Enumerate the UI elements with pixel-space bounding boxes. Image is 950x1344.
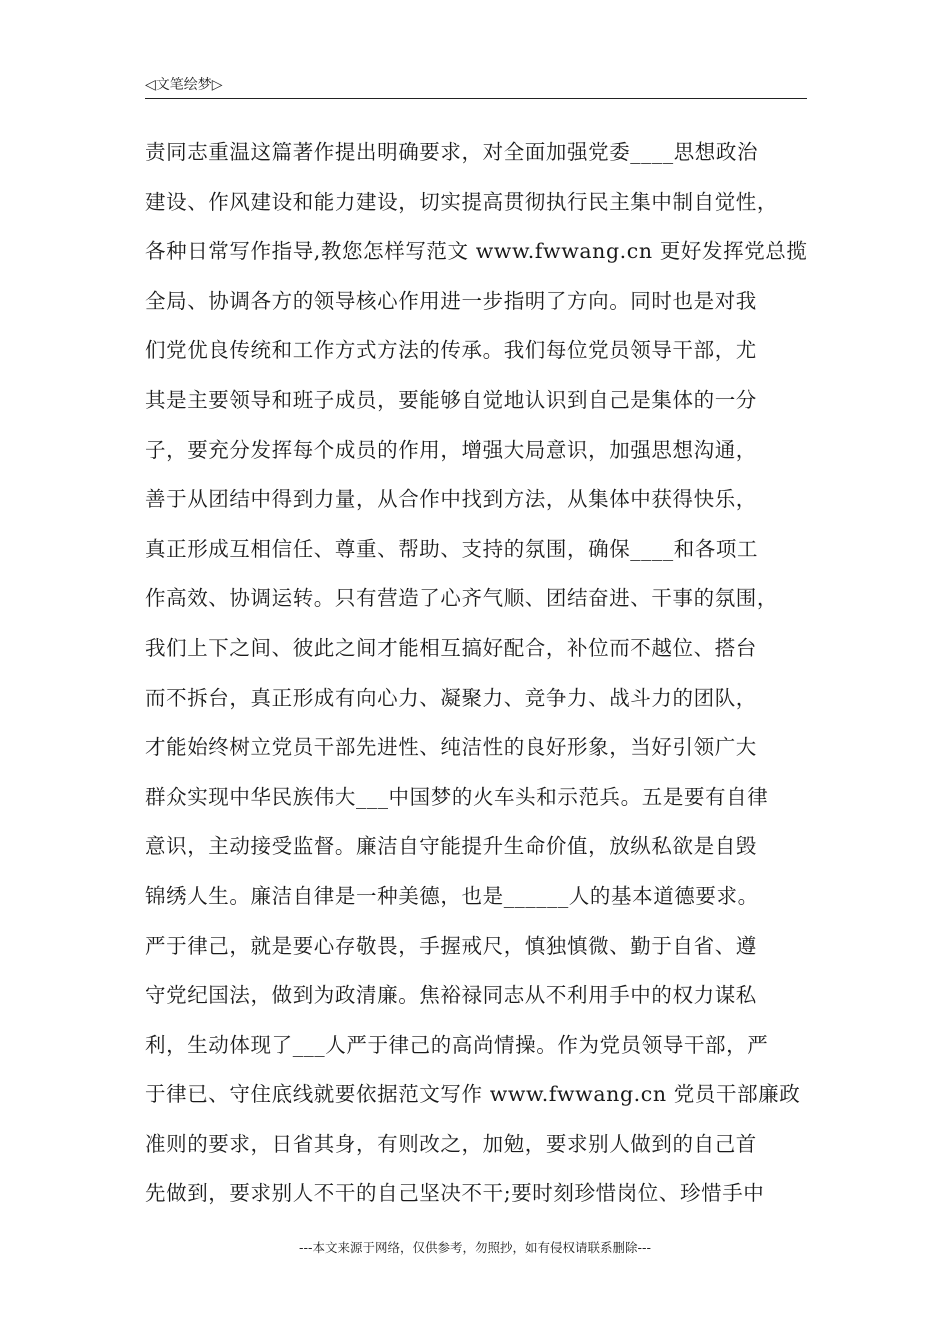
body-line: 先做到，要求别人不干的自己坚决不干;要时刻珍惜岗位、珍惜手中: [145, 1181, 765, 1206]
body-line: 建设、作风建设和能力建设，切实提高贯彻执行民主集中制自觉性，: [145, 189, 778, 214]
body-line: 才能始终树立党员干部先进性、纯洁性的良好形象，当好引领广大: [145, 735, 757, 760]
body-line: 真正形成互相信任、尊重、帮助、支持的氛围，确保____和各项工: [145, 536, 759, 561]
document-body: [145, 128, 817, 1219]
body-line: 严于律己，就是要心存敬畏，手握戒尺，慎独慎微、勤于自省、遵: [145, 933, 757, 958]
body-line: 责同志重温这篇著作提出明确要求，对全面加强党委____思想政治: [145, 140, 759, 164]
page-header: [145, 72, 807, 99]
footer-disclaimer: ---本文来源于网络，仅供参考，勿照抄，如有侵权请联系删除---: [298, 1240, 652, 1255]
body-line: 其是主要领导和班子成员，要能够自觉地认识到自己是集体的一分: [145, 387, 757, 412]
body-line: 作高效、协调运转。只有营造了心齐气顺、团结奋进、干事的氛围，: [145, 586, 778, 611]
body-line: 意识，主动接受监督。廉洁自守能提升生命价值，放纵私欲是自毁: [145, 834, 757, 859]
body-line: 全局、协调各方的领导核心作用进一步指明了方向。同时也是对我: [145, 288, 757, 313]
body-line: 而不拆台，真正形成有向心力、凝聚力、竞争力、战斗力的团队，: [145, 685, 757, 710]
body-line: 于律已、守住底线就要依据范文写作 www.fwwang.cn 党员干部廉政: [145, 1082, 801, 1107]
body-line: 利，生动体现了___人严于律己的高尚情操。作为党员领导干部，严: [145, 1032, 769, 1057]
header-brand: ◁文笔绘梦▷: [145, 77, 223, 93]
body-line: 各种日常写作指导,教您怎样写范文 www.fwwang.cn 更好发挥党总揽: [145, 239, 808, 264]
body-line: 我们上下之间、彼此之间才能相互搞好配合，补位而不越位、搭台: [145, 635, 757, 660]
body-line: 锦绣人生。廉洁自律是一种美德，也是______人的基本道德要求。: [145, 883, 759, 908]
body-line: 善于从团结中得到力量，从合作中找到方法，从集体中获得快乐，: [145, 487, 757, 512]
body-line: 群众实现中华民族伟大___中国梦的火车头和示范兵。五是要有自律: [145, 784, 769, 809]
body-line: 们党优良传统和工作方式方法的传承。我们每位党员领导干部，尤: [145, 338, 757, 363]
body-line: 准则的要求，日省其身，有则改之，加勉，要求别人做到的自己首: [145, 1131, 757, 1156]
body-line: 守党纪国法，做到为政清廉。焦裕禄同志从不利用手中的权力谋私: [145, 983, 757, 1008]
body-line: 子，要充分发挥每个成员的作用，增强大局意识，加强思想沟通，: [145, 437, 757, 462]
